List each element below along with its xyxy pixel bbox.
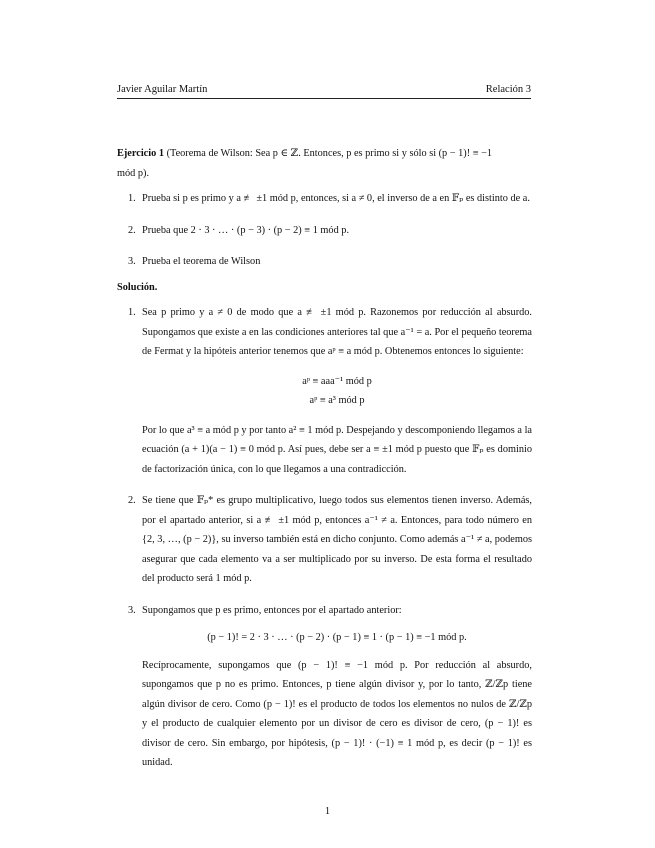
exercise-item-3 [117, 252, 532, 272]
page-number: 1 [324, 806, 331, 817]
solution-item-number: 3. [128, 604, 136, 616]
solution-item-3 [117, 601, 532, 773]
main-content [117, 144, 532, 773]
running-header [117, 84, 531, 99]
exercise-statement-line2: mód p). [117, 167, 150, 179]
solution-item-3-para: Recíprocamente, supongamos que (p − 1)! ≡ −1 mód p. Por reducción al absurdo, supongamos que p no es primo. Entonces, p tiene algún divisor y, por lo tanto, ℤ/ℤp tiene algún divisor de cero. Como (p − 1)! es el producto de todos los elementos no nulos de ℤ/ℤp y el producto de cualquier elemento por un divisor de cero es divisor de cero, (p − 1)! es divisor de cero. Sin embargo, por hipótesis, (p − 1)! · (−1) ≡ 1 mód p, es decir (p − 1)! es unidad. [142, 659, 532, 768]
exercise-item-text: Prueba que 2 · 3 · … · (p − 3) · (p − 2) ≡ 1 mód p. [142, 224, 350, 236]
exercise-item-text: Prueba el teorema de Wilson [142, 256, 261, 267]
equation-2: aᵖ ≡ a³ mód p [309, 395, 365, 406]
solution-heading: Solución. [117, 281, 158, 293]
exercise-item-number: 3. [128, 256, 136, 267]
header-author: Javier Aguilar Martín [117, 84, 208, 95]
exercise-item-number: 1. [128, 193, 136, 204]
solution-item-1 [117, 303, 532, 479]
solution-item-number: 2. [128, 495, 136, 506]
exercise-list [117, 189, 532, 272]
exercise-item-1 [117, 189, 532, 209]
solution-item-number: 1. [128, 307, 136, 318]
solution-list [117, 303, 532, 773]
solution-item-3-intro: Supongamos que p es primo, entonces por el apartado anterior: [142, 604, 402, 616]
header-section: Relación 3 [485, 84, 531, 95]
solution-item-1-para2: Por lo que a³ ≡ a mód p y por tanto a² ≡ 1 mód p. Despejando y descomponiendo llegamos a la ecuación (a + 1)(a − 1) ≡ 0 mód p. Así pues, debe ser a ≡ ±1 mód p puesto que 𝔽ₚ es dominio de factorización única, con lo que llegamos a una contradicción. [142, 424, 532, 475]
solution-item-2 [117, 491, 532, 589]
exercise-item-text: Prueba si p es primo y a ≢ ±1 mód p, entonces, si a ≠ 0, el inverso de a en 𝔽ₚ es distinto de a. [142, 193, 530, 204]
solution-item-2-text: Se tiene que 𝔽ₚ* es grupo multiplicativo, luego todos sus elementos tienen inverso. Además, por el apartado anterior, si a ≢ ±1 mód p, entonces a⁻¹ ≠ a. Entonces, para todo número en {2, 3, …, (p − 2)}, su inverso también está en dicho conjunto. Como además a⁻¹ ≠ a, podemos asegurar que cada elemento va a ser multiplicado por su inverso. De esta forma el resultado del producto será 1 mód p. [142, 495, 532, 584]
equation-3: (p − 1)! = 2 · 3 · … · (p − 2) · (p − 1) ≡ 1 · (p − 1) ≡ −1 mód p. [207, 632, 467, 643]
equation-1: aᵖ ≡ aaa⁻¹ mód p [302, 375, 372, 387]
exercise-item-2 [117, 221, 532, 241]
exercise-label: Ejercicio 1 [117, 148, 164, 159]
exercise-statement-line1: (Teorema de Wilson: Sea p ∈ ℤ. Entonces, p es primo si y sólo si (p − 1)! ≡ −1 [166, 148, 493, 159]
exercise-statement [117, 144, 532, 183]
exercise-item-number: 2. [128, 224, 136, 236]
solution-item-1-para1: Sea p primo y a ≠ 0 de modo que a ≢ ±1 mód p. Razonemos por reducción al absurdo. Supongamos que existe a en las condiciones anteriores tal que a⁻¹ = a. Por el pequeño teorema de Fermat y la hipóteis anterior tenemos que aᵖ ≡ a mód p. Obtenemos entonces lo siguiente: [142, 307, 532, 357]
